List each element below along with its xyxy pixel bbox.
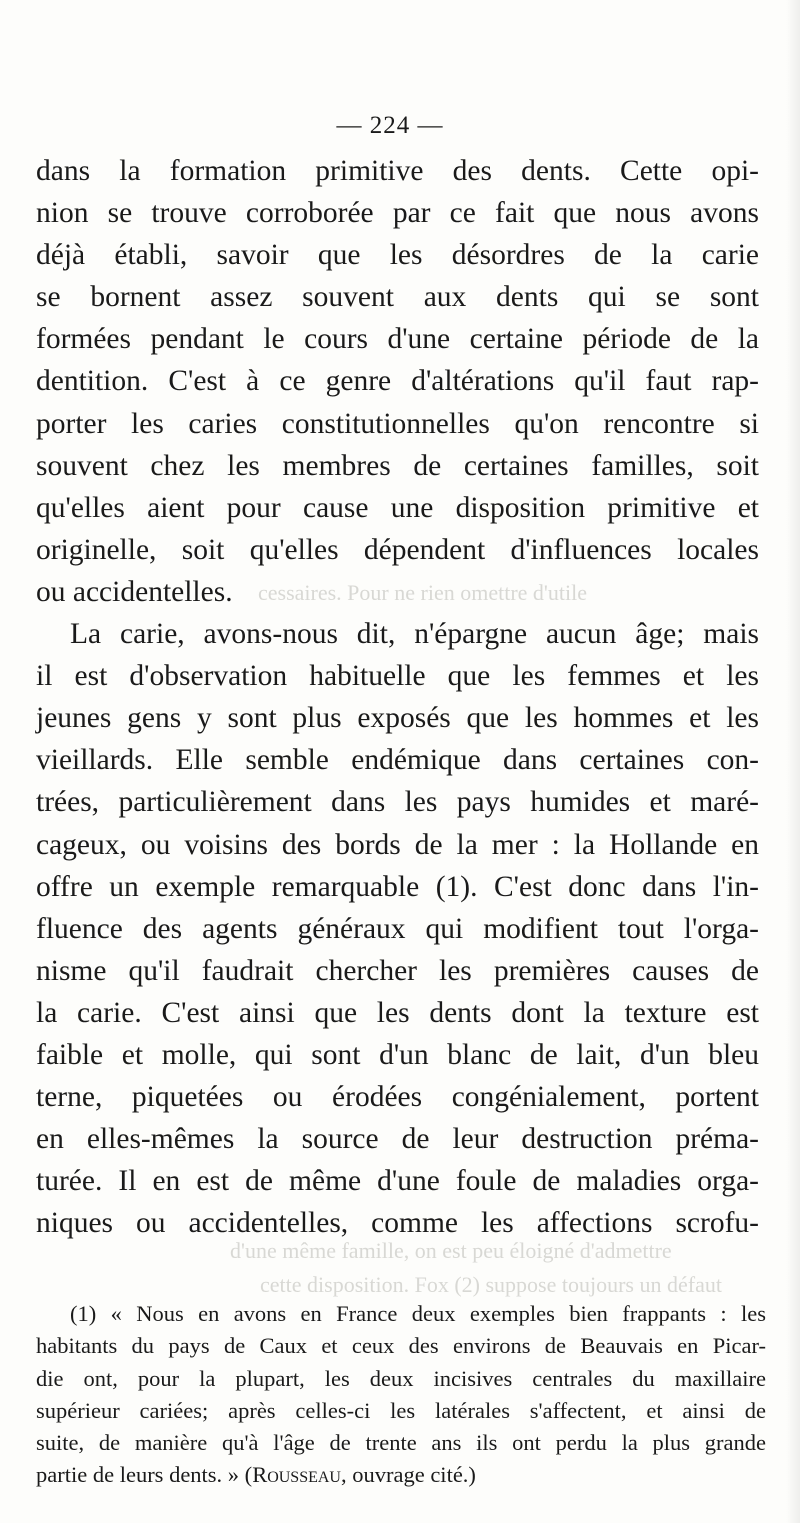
text-line: faible et molle, qui sont d'un blanc de lait, d'un bleu bbox=[36, 1038, 759, 1071]
footnote-line: suite, de manière qu'à l'âge de trente ans ils ont perdu la plus grande bbox=[36, 1430, 766, 1456]
text-line: se bornent assez souvent aux dents qui se sont bbox=[36, 281, 759, 314]
text-line: nisme qu'il faudrait chercher les premières causes de bbox=[36, 954, 759, 987]
page-edge-shadow bbox=[786, 0, 800, 1523]
footnote-line: supérieur cariées; après celles-ci les latérales s'affectent, et ainsi de bbox=[36, 1397, 766, 1423]
text-line: niques ou accidentelles, comme les affections scrofu- bbox=[36, 1207, 759, 1240]
text-line: il est d'observation habituelle que les femmes et les bbox=[36, 660, 759, 693]
footnote bbox=[36, 1298, 766, 1492]
text-line: la carie. C'est ainsi que les dents dont la texture est bbox=[36, 996, 759, 1029]
text-line: formées pendant le cours d'une certaine période de la bbox=[36, 323, 759, 356]
text-line: offre un exemple remarquable (1). C'est donc dans l'in- bbox=[36, 870, 759, 903]
text-line: porter les caries constitutionnelles qu'on rencontre si bbox=[36, 407, 759, 440]
footnote-line: die ont, pour la plupart, les deux incisives centrales du maxillaire bbox=[36, 1365, 766, 1391]
main-text bbox=[36, 150, 759, 1244]
citation-tail: , ouvrage cité.) bbox=[340, 1462, 476, 1488]
text-line: nion se trouve corroborée par ce fait que nous avons bbox=[36, 197, 759, 230]
footnote-line: (1) « Nous en avons en France deux exemples bien frappants : les bbox=[70, 1301, 766, 1326]
text-line: cageux, ou voisins des bords de la mer : la Hollande en bbox=[36, 828, 759, 861]
page-number: — 224 — bbox=[336, 112, 444, 139]
footnote-line: habitants du pays de Caux et ceux des environs de Beauvais en Picar- bbox=[36, 1333, 766, 1359]
text-line: dans la formation primitive des dents. Cette opi- bbox=[36, 155, 759, 187]
text-line: originelle, soit qu'elles dépendent d'influences locales bbox=[36, 533, 759, 566]
footnote-line-text: partie de leurs dents. » ( bbox=[36, 1462, 253, 1488]
text-line: fluence des agents généraux qui modifient tout l'orga- bbox=[36, 912, 759, 945]
text-line: terne, piquetées ou érodées congénialement, portent bbox=[36, 1081, 759, 1114]
text-line: trées, particulièrement dans les pays humides et maré- bbox=[36, 786, 759, 819]
footnote-last-line bbox=[36, 1459, 766, 1491]
text-line: en elles-mêmes la source de leur destruction préma- bbox=[36, 1123, 759, 1156]
text-line: turée. Il en est de même d'une foule de maladies orga- bbox=[36, 1165, 759, 1198]
paragraph-start-line: La carie, avons-nous dit, n'épargne aucun âge; mais bbox=[70, 618, 759, 651]
show-through-text: cessaires. Pour ne rien omettre d'utile bbox=[258, 580, 587, 605]
show-through-text: d'une même famille, on est peu éloigné d'admettre bbox=[230, 1238, 672, 1263]
text-line: dentition. C'est à ce genre d'altérations qu'il faut rap- bbox=[36, 365, 759, 398]
text-line: déjà établi, savoir que les désordres de la carie bbox=[36, 239, 759, 272]
text-line: jeunes gens y sont plus exposés que les hommes et les bbox=[36, 702, 759, 735]
cited-author: Rousseau bbox=[252, 1462, 341, 1488]
text-line: qu'elles aient pour cause une disposition primitive et bbox=[36, 491, 759, 524]
paragraph-end-line: ou accidentelles. bbox=[36, 575, 233, 608]
text-line: vieillards. Elle semble endémique dans certaines con- bbox=[36, 744, 759, 777]
show-through-text: cette disposition. Fox (2) suppose toujours un défaut bbox=[260, 1272, 722, 1297]
text-line: souvent chez les membres de certaines familles, soit bbox=[36, 449, 759, 482]
